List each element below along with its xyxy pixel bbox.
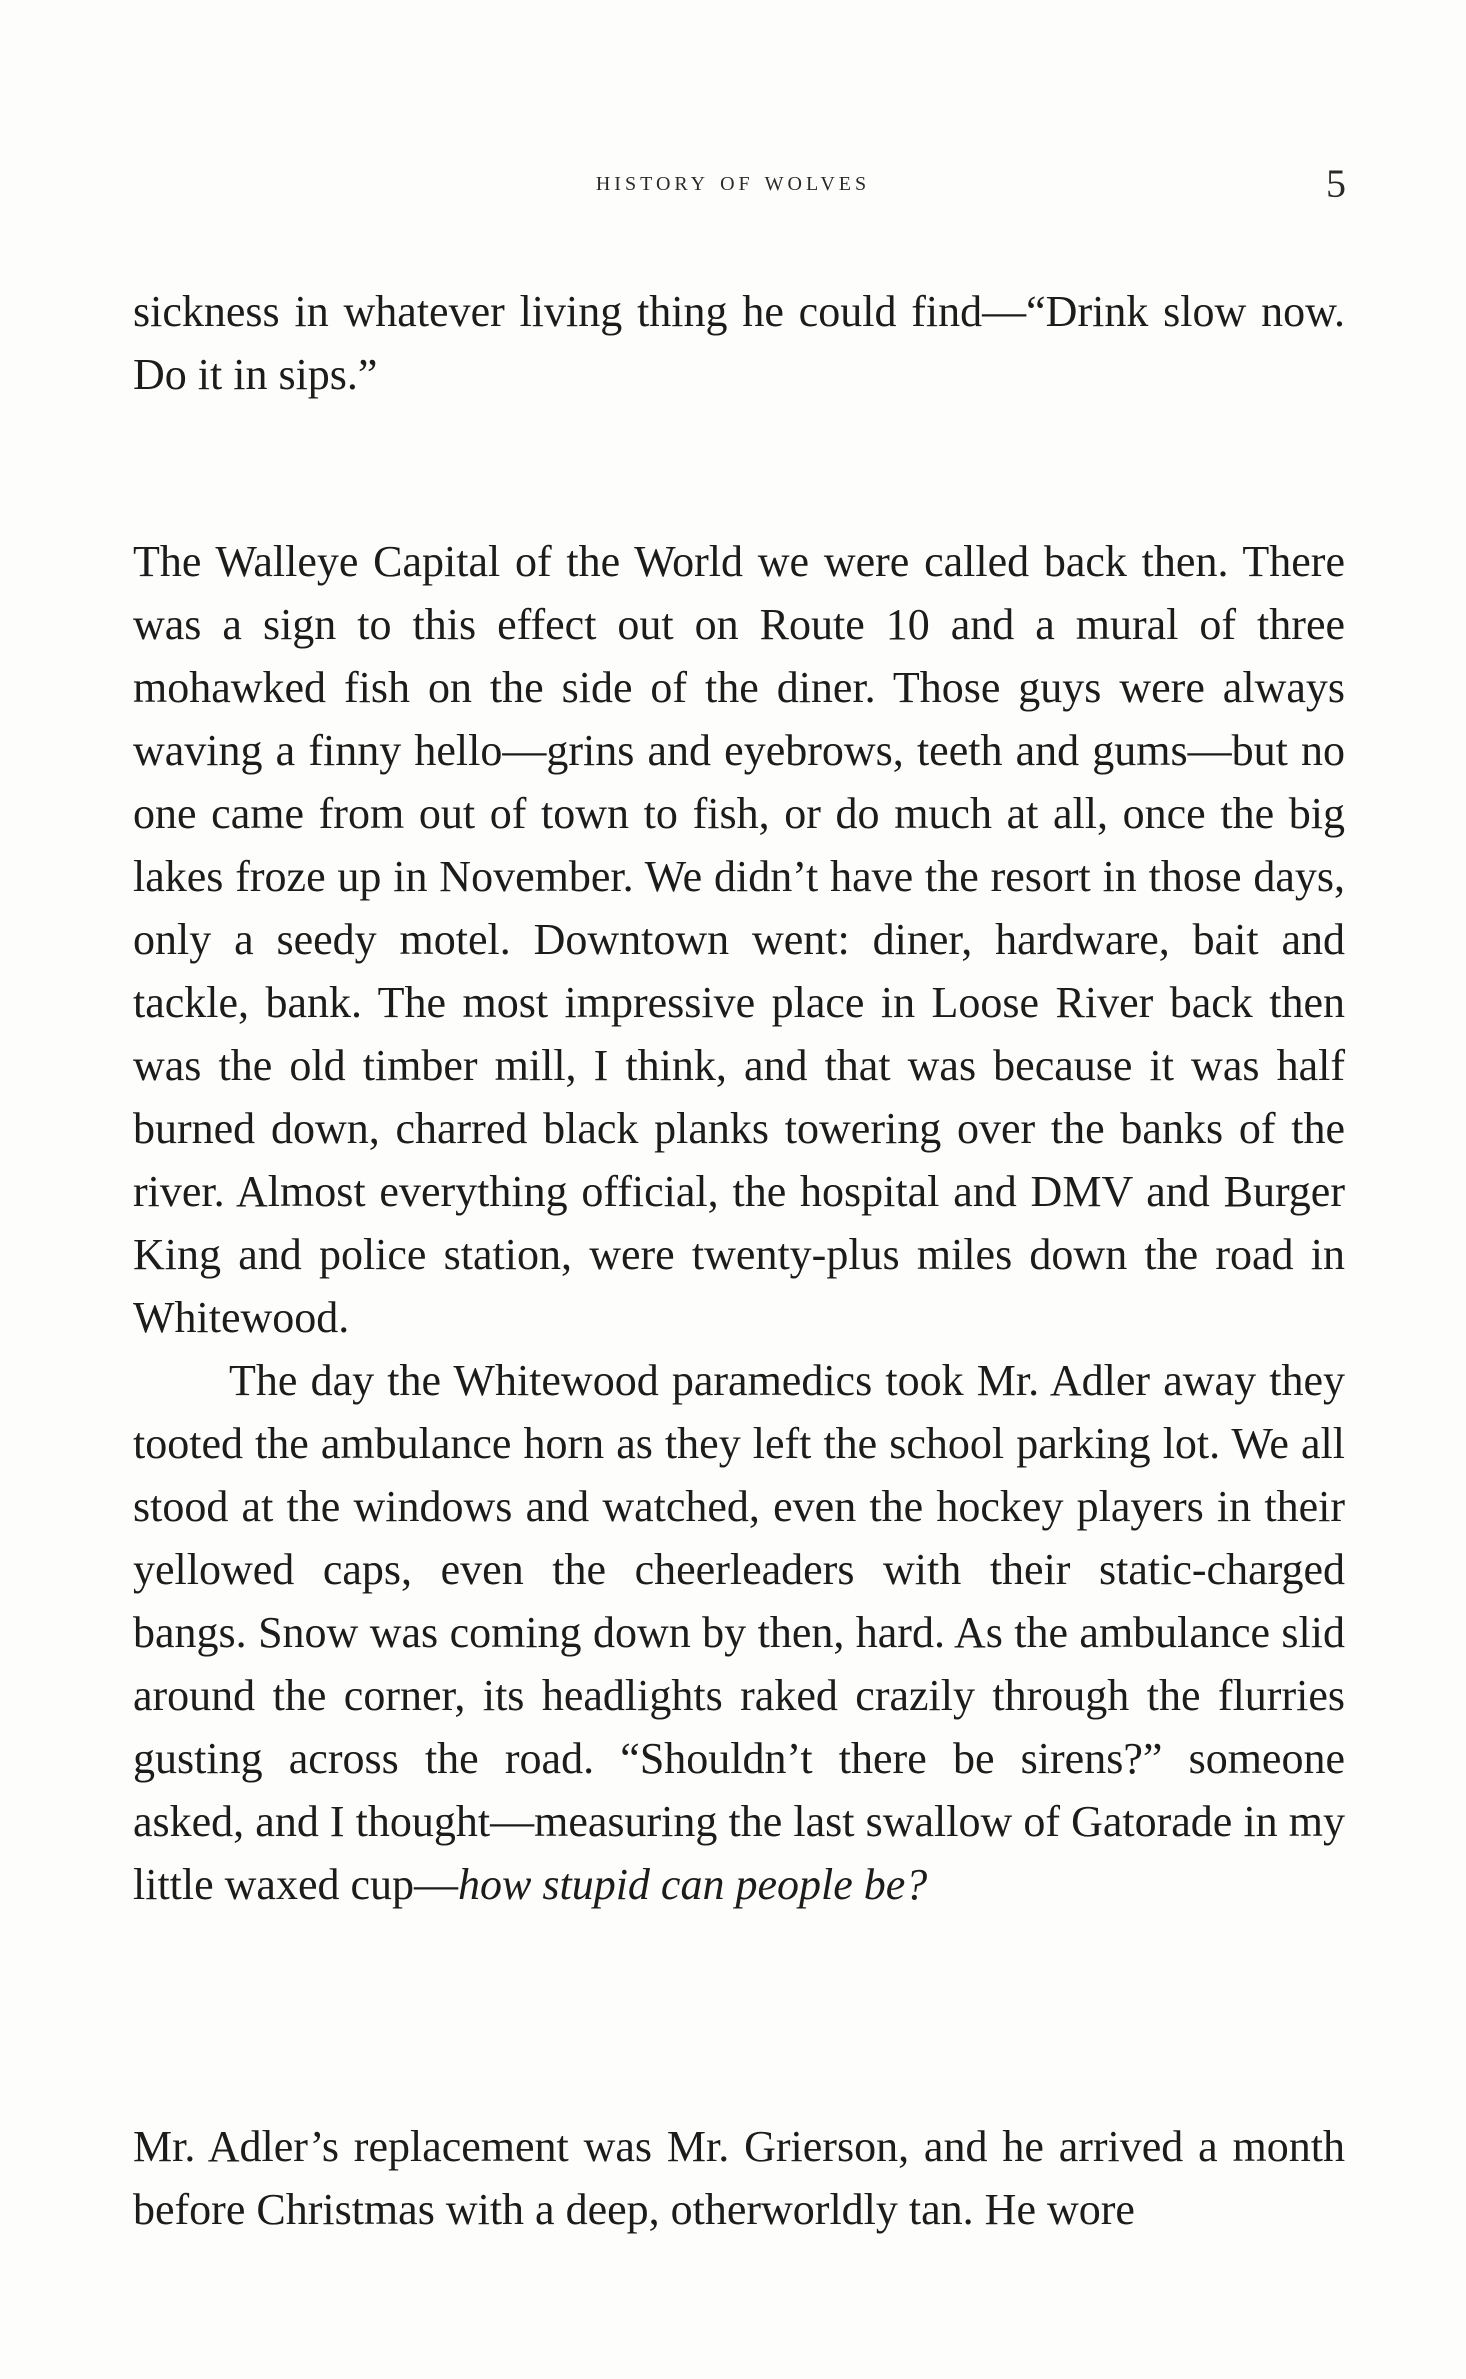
grierson-section	[133, 2115, 1345, 2241]
running-head	[0, 160, 1466, 210]
page-number: 5	[1326, 161, 1346, 206]
walleye-paragraph: The Walleye Capital of the World we were called back then. There was a sign to this effect out on Route 10 and a mural of three mohawked fish on the side of the diner. Those guys were always waving a finny hello—grins and eyebrows, teeth and gums—but no one came from out of town to fish, or do much at all, once the big lakes froze up in November. We didn’t have the resort in those days, only a seedy motel. Downtown went: diner, hardware, bait and tackle, bank. The most impressive place in Loose River back then was the old timber mill, I think, and that was because it was half burned down, charred black planks towering over the banks of the river. Almost everything official, the hospital and DMV and Burger King and police station, were twenty-plus miles down the road in Whitewood.	[133, 537, 1345, 1342]
intro-paragraph: sickness in whatever living thing he could find—“Drink slow now. Do it in sips.”	[133, 287, 1345, 399]
ambulance-paragraph	[133, 1349, 1345, 1916]
walleye-section	[133, 530, 1345, 1916]
ambulance-paragraph-text: The day the Whitewood paramedics took Mr. Adler away they tooted the ambulance horn as they left the school parking lot. We all stood at the windows and watched, even the hockey players in their yellowed caps, even the cheerleaders with their static-charged bangs. Snow was coming down by then, hard. As the ambulance slid around the corner, its headlights raked crazily through the flurries gusting across the road. “Shouldn’t there be sirens?” someone asked, and I thought—measuring the last swallow of Gatorade in my little waxed cup—	[133, 1356, 1345, 1909]
running-title: history of wolves	[595, 166, 871, 197]
ambulance-paragraph-italic: how stupid can people be?	[458, 1860, 928, 1909]
grierson-paragraph: Mr. Adler’s replacement was Mr. Grierson, and he arrived a month before Christmas with a deep, otherworldly tan. He wore	[133, 2122, 1345, 2234]
intro-section	[133, 280, 1345, 406]
